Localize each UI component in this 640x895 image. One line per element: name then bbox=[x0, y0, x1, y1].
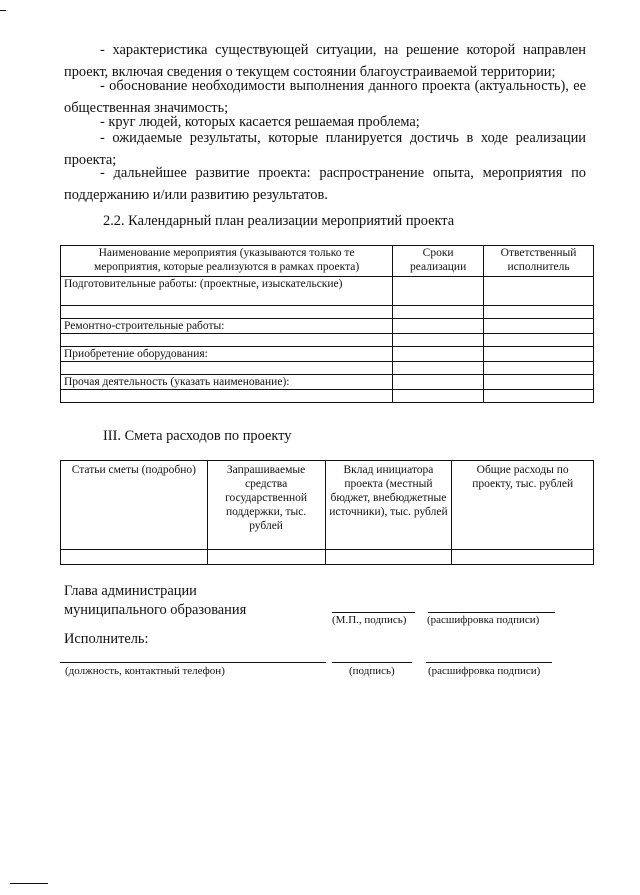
decode-line-2 bbox=[426, 662, 552, 663]
bullet-development: - дальнейшее развитие проекта: распространение опыта, мероприятия по поддержанию и/или развитию результатов. bbox=[64, 165, 586, 203]
budget-heading: III. Смета расходов по проекту bbox=[103, 428, 292, 444]
executor-label: Исполнитель: bbox=[64, 631, 149, 647]
budget-table bbox=[60, 460, 594, 565]
decode-line bbox=[428, 612, 555, 613]
plan-heading: 2.2. Календарный план реализации мероприятий проекта bbox=[103, 213, 455, 229]
column-header-responsible: Ответственный исполнитель bbox=[484, 246, 594, 277]
table-cell bbox=[393, 306, 484, 319]
table-cell bbox=[61, 306, 393, 319]
stamp-signature-line bbox=[332, 612, 415, 613]
page-edge-mark-bottom bbox=[10, 883, 48, 884]
row-label-equipment: Приобретение оборудования: bbox=[61, 347, 393, 362]
table-row bbox=[61, 390, 594, 403]
table-cell bbox=[393, 277, 484, 306]
table-cell bbox=[393, 362, 484, 375]
head-of-administration-title: Глава администрации муниципального образования bbox=[64, 583, 247, 618]
table-header-row bbox=[61, 246, 594, 277]
table-row bbox=[61, 362, 594, 375]
column-header-items: Статьи сметы (подробно) bbox=[61, 461, 208, 550]
column-header-requested-funds: Запрашиваемые средства государственной поддержки, тыс. рублей bbox=[207, 461, 325, 550]
table-row bbox=[61, 550, 594, 565]
position-line bbox=[60, 662, 326, 663]
table-header-row bbox=[61, 461, 594, 550]
decode-caption-2: (расшифровка подписи) bbox=[428, 665, 541, 677]
table-row bbox=[61, 277, 594, 306]
table-cell bbox=[484, 347, 594, 362]
table-row bbox=[61, 319, 594, 334]
table-cell bbox=[393, 375, 484, 390]
table-cell bbox=[484, 306, 594, 319]
table-row bbox=[61, 334, 594, 347]
table-row bbox=[61, 375, 594, 390]
table-cell bbox=[393, 334, 484, 347]
column-header-timing: Сроки реализации bbox=[393, 246, 484, 277]
table-cell bbox=[484, 334, 594, 347]
table-row bbox=[61, 306, 594, 319]
row-label-construction: Ремонтно-строительные работы: bbox=[61, 319, 393, 334]
calendar-plan-table bbox=[60, 245, 594, 403]
table-cell bbox=[61, 390, 393, 403]
position-caption: (должность, контактный телефон) bbox=[65, 665, 225, 677]
bullet-justification: - обоснование необходимости выполнения данного проекта (актуальность), ее общественная значимость; bbox=[64, 78, 586, 116]
table-cell bbox=[484, 362, 594, 375]
table-cell bbox=[207, 550, 325, 565]
signature-caption: (подпись) bbox=[349, 665, 395, 677]
table-cell bbox=[393, 347, 484, 362]
page-edge-mark bbox=[0, 10, 6, 11]
table-cell bbox=[484, 375, 594, 390]
table-row bbox=[61, 347, 594, 362]
column-header-initiator-contribution: Вклад инициатора проекта (местный бюджет, внебюджетные источники), тыс. рублей bbox=[325, 461, 452, 550]
table-cell bbox=[61, 550, 208, 565]
bullet-situation: - характеристика существующей ситуации, на решение которой направлен проект, включая сведения о текущем состоянии благоустраиваемой территории; bbox=[64, 42, 586, 80]
table-cell bbox=[61, 334, 393, 347]
table-cell bbox=[484, 277, 594, 306]
table-cell bbox=[325, 550, 452, 565]
table-cell bbox=[61, 362, 393, 375]
column-header-total-costs: Общие расходы по проекту, тыс. рублей bbox=[452, 461, 594, 550]
stamp-caption: (М.П., подпись) bbox=[332, 614, 407, 626]
table-cell bbox=[393, 319, 484, 334]
signature-line bbox=[332, 662, 412, 663]
row-label-other: Прочая деятельность (указать наименование): bbox=[61, 375, 393, 390]
column-header-activity: Наименование мероприятия (указываются только те мероприятия, которые реализуются в рамках проекта) bbox=[61, 246, 393, 277]
table-cell bbox=[484, 390, 594, 403]
decode-caption: (расшифровка подписи) bbox=[427, 614, 540, 626]
bullet-results: - ожидаемые результаты, которые планируется достичь в ходе реализации проекта; bbox=[64, 130, 586, 168]
row-label-preparatory: Подготовительные работы: (проектные, изыскательские) bbox=[61, 277, 393, 306]
table-cell bbox=[393, 390, 484, 403]
table-cell bbox=[452, 550, 594, 565]
table-cell bbox=[484, 319, 594, 334]
bullet-audience: - круг людей, которых касается решаемая проблема; bbox=[100, 114, 420, 130]
